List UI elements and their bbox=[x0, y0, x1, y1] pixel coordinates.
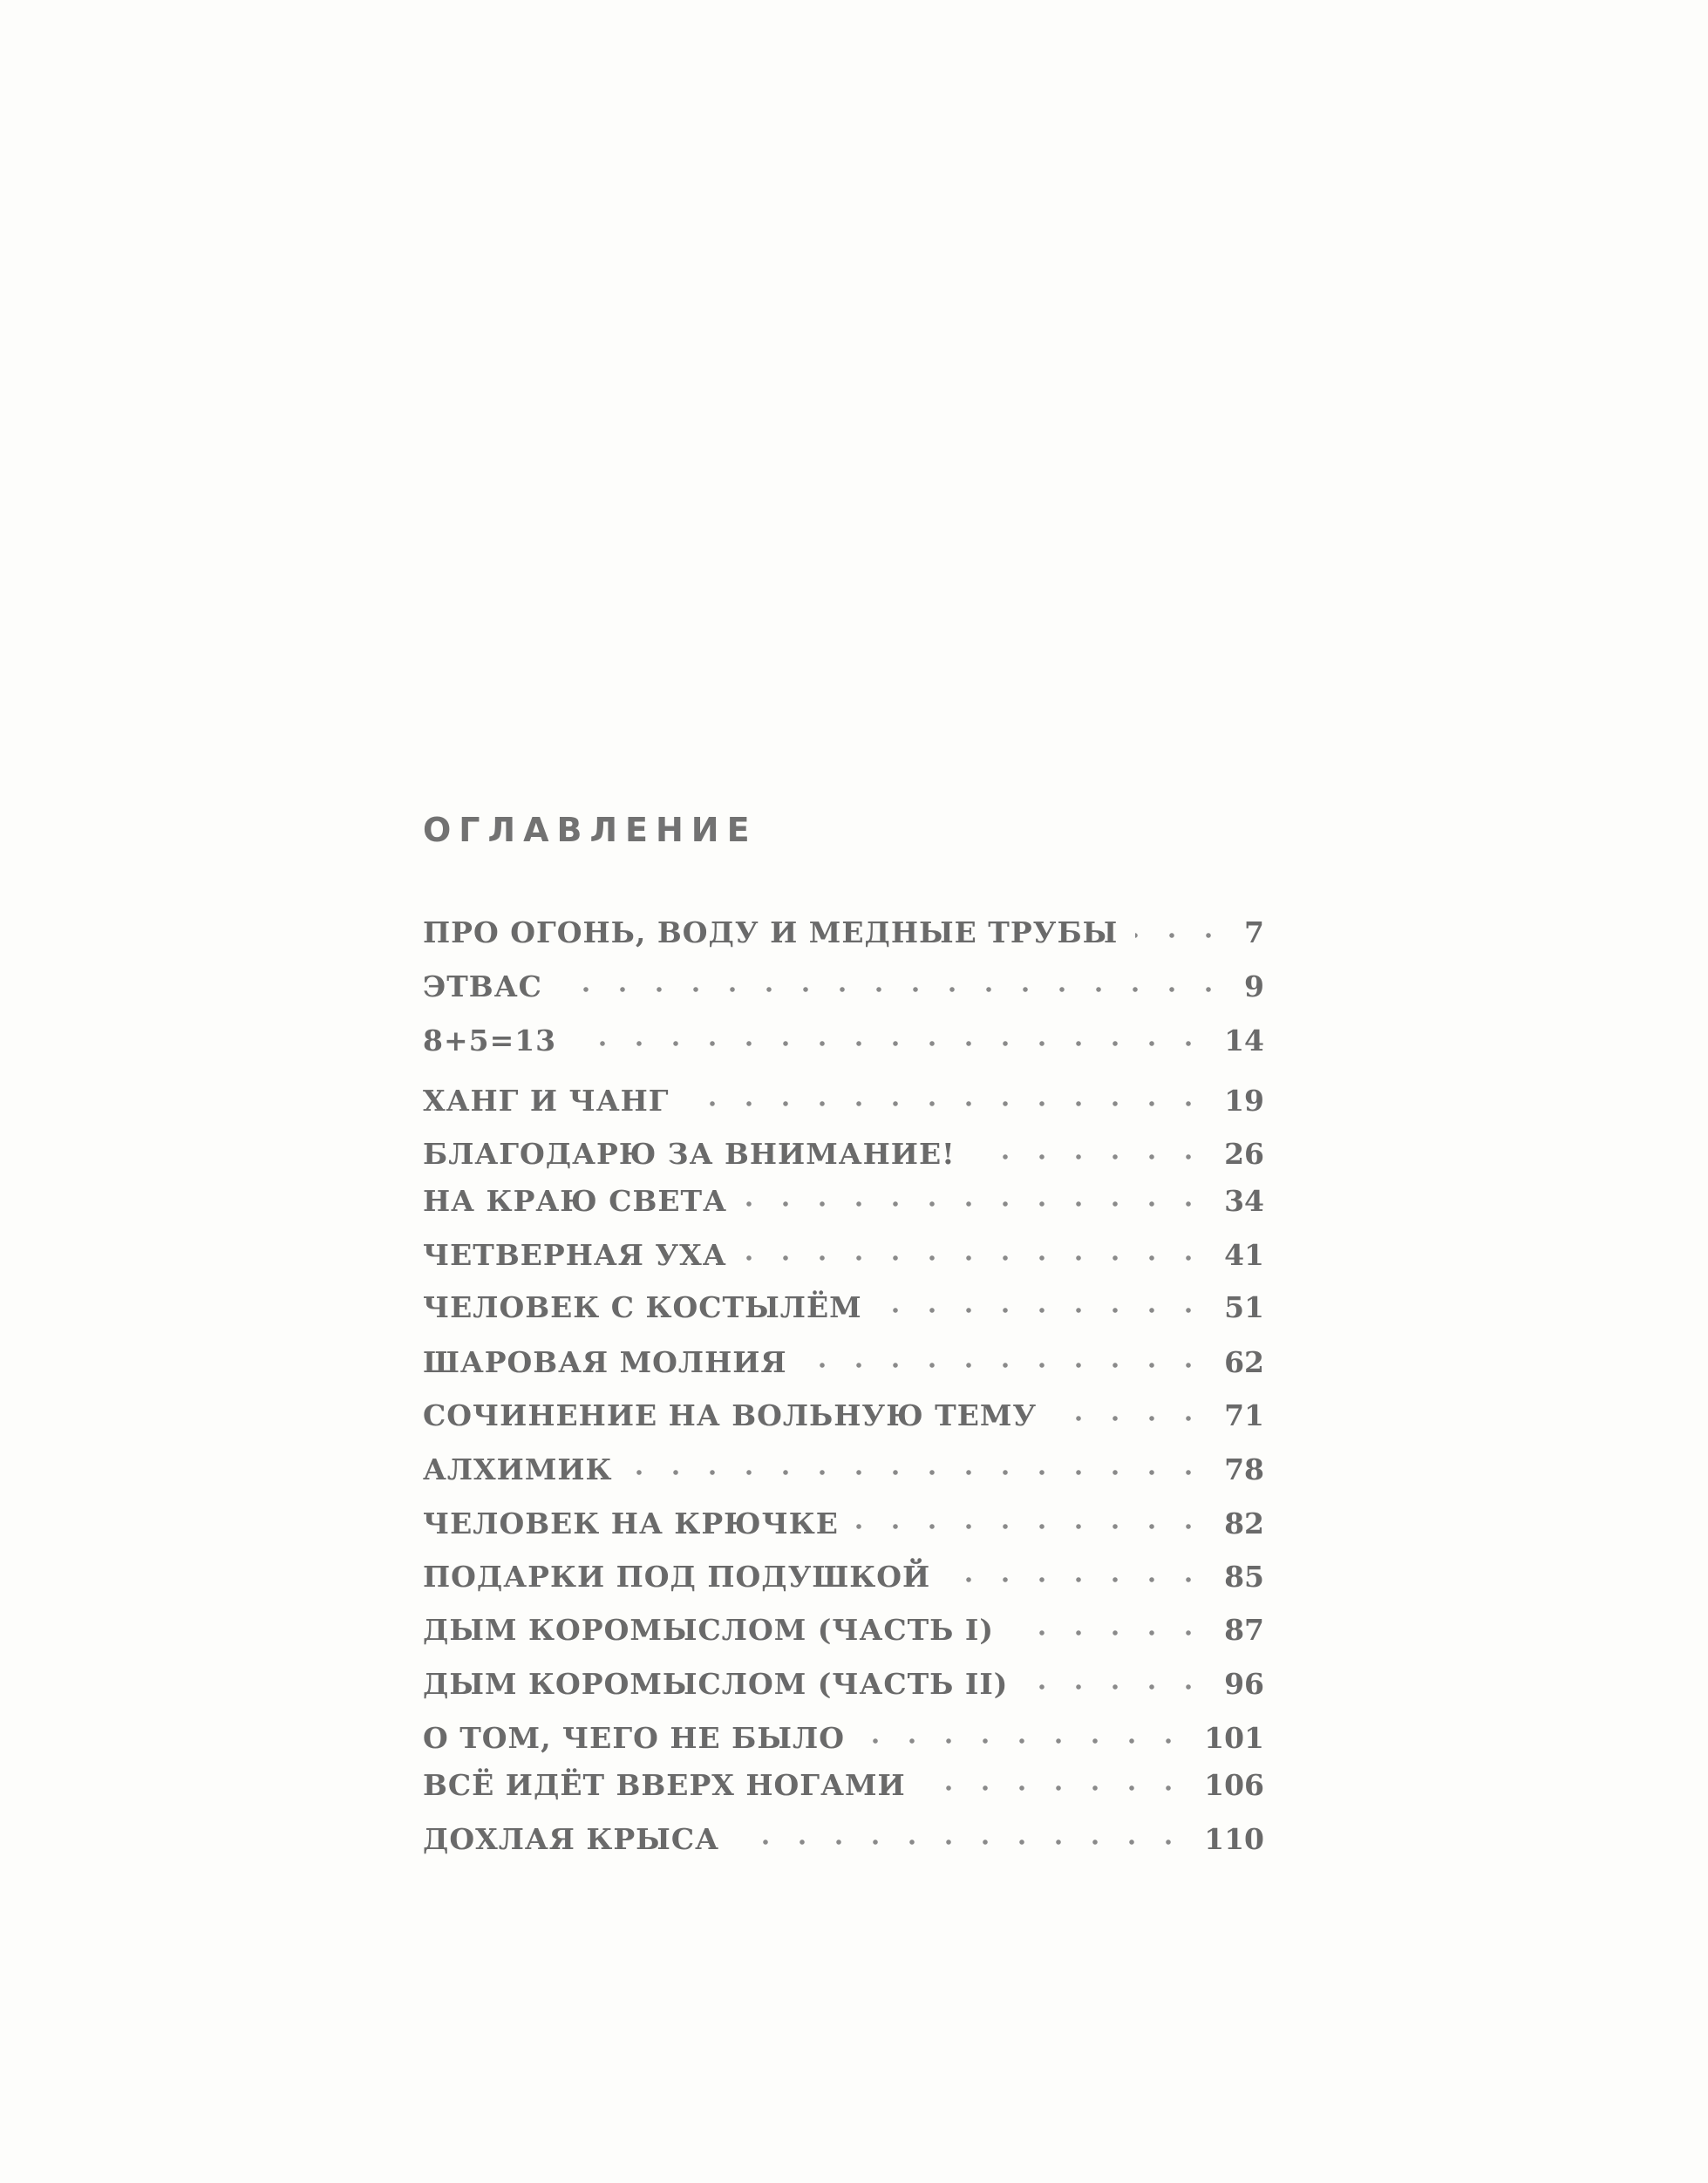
toc-entry-title: ЧЕЛОВЕК НА КРЮЧКЕ bbox=[423, 1506, 844, 1540]
toc-entry-title: СОЧИНЕНИЕ НА ВОЛЬНУЮ ТЕМУ bbox=[423, 1398, 1042, 1432]
toc-entry-title: 8+5=13 bbox=[423, 1023, 561, 1057]
toc-entry-page: 87 bbox=[1224, 1613, 1264, 1647]
dot-leader bbox=[805, 1361, 1207, 1370]
dot-leader bbox=[737, 1838, 1187, 1846]
dot-leader bbox=[1025, 1683, 1207, 1691]
toc-entry-page: 110 bbox=[1204, 1822, 1264, 1856]
toc-entry-page: 62 bbox=[1224, 1345, 1264, 1379]
toc-entry-page: 82 bbox=[1224, 1506, 1264, 1540]
toc-entry-page: 7 bbox=[1244, 915, 1264, 949]
toc-entry bbox=[423, 1452, 1264, 1496]
toc-entry-page: 101 bbox=[1204, 1721, 1264, 1755]
toc-entry-title: ЧЕТВЕРНАЯ УХА bbox=[423, 1238, 732, 1272]
toc-entry bbox=[423, 1137, 1264, 1180]
toc-entry-title: АЛХИМИК bbox=[423, 1452, 618, 1486]
toc-entry bbox=[423, 1768, 1264, 1812]
toc-entry-page: 96 bbox=[1224, 1667, 1264, 1701]
toc-entry-page: 85 bbox=[1224, 1560, 1264, 1594]
toc-entry-page: 34 bbox=[1224, 1184, 1264, 1218]
toc-entry bbox=[423, 1560, 1264, 1603]
toc-entry-title: ДОХЛАЯ КРЫСА bbox=[423, 1822, 725, 1856]
toc-entry-page: 106 bbox=[1204, 1768, 1264, 1802]
toc-entry-page: 9 bbox=[1244, 969, 1264, 1003]
toc-entry-title: ПОДАРКИ ПОД ПОДУШКОЙ bbox=[423, 1560, 936, 1594]
toc-entry-title: ХАНГ И ЧАНГ bbox=[423, 1084, 675, 1118]
toc-entry-title: ПРО ОГОНЬ, ВОДУ И МЕДНЫЕ ТРУБЫ bbox=[423, 915, 1123, 949]
dot-leader bbox=[745, 1200, 1207, 1208]
dot-leader bbox=[1054, 1414, 1207, 1423]
dot-leader bbox=[687, 1099, 1207, 1108]
toc-entry bbox=[423, 1506, 1264, 1550]
toc-entry-page: 71 bbox=[1224, 1398, 1264, 1432]
toc-entry-page: 51 bbox=[1224, 1290, 1264, 1324]
dot-leader bbox=[574, 1039, 1207, 1048]
toc-entry-title: ЭТВАС bbox=[423, 969, 548, 1003]
toc-entry bbox=[423, 1084, 1264, 1127]
dot-leader bbox=[948, 1575, 1207, 1584]
toc-entry-title: ВСЁ ИДЁТ ВВЕРХ НОГАМИ bbox=[423, 1768, 911, 1802]
toc-entry-page: 26 bbox=[1224, 1137, 1264, 1171]
toc-entry bbox=[423, 1290, 1264, 1334]
dot-leader bbox=[856, 1522, 1207, 1531]
toc-entry-title: НА КРАЮ СВЕТА bbox=[423, 1184, 732, 1218]
toc-entry bbox=[423, 915, 1264, 959]
toc-entry bbox=[423, 1238, 1264, 1282]
dot-leader bbox=[973, 1153, 1207, 1161]
toc-entry bbox=[423, 969, 1264, 1013]
toc-entry bbox=[423, 1398, 1264, 1442]
toc-entry-page: 78 bbox=[1224, 1452, 1264, 1486]
dot-leader bbox=[880, 1306, 1207, 1315]
toc-entry-title: ДЫМ КОРОМЫСЛОМ (ЧАСТЬ I) bbox=[423, 1613, 999, 1647]
dot-leader bbox=[1135, 931, 1227, 940]
toc-entry-page: 41 bbox=[1224, 1238, 1264, 1272]
toc-entry bbox=[423, 1023, 1264, 1067]
toc-entry-title: ШАРОВАЯ МОЛНИЯ bbox=[423, 1345, 793, 1379]
toc-entry bbox=[423, 1345, 1264, 1389]
dot-leader bbox=[745, 1254, 1207, 1262]
dot-leader bbox=[630, 1468, 1207, 1477]
dot-leader bbox=[923, 1784, 1187, 1792]
dot-leader bbox=[560, 985, 1227, 994]
toc-entry bbox=[423, 1613, 1264, 1656]
toc-entry-title: ДЫМ КОРОМЫСЛОМ (ЧАСТЬ II) bbox=[423, 1667, 1013, 1701]
toc-entry-title: ЧЕЛОВЕК С КОСТЫЛЁМ bbox=[423, 1290, 868, 1324]
toc-entry-page: 14 bbox=[1224, 1023, 1264, 1057]
toc-entry-title: БЛАГОДАРЮ ЗА ВНИМАНИЕ! bbox=[423, 1137, 961, 1171]
page-title: ОГЛАВЛЕНИЕ bbox=[423, 811, 758, 849]
toc-entry bbox=[423, 1184, 1264, 1228]
dot-leader bbox=[862, 1737, 1187, 1745]
toc-entry bbox=[423, 1667, 1264, 1710]
toc-entry bbox=[423, 1721, 1264, 1765]
toc-entry bbox=[423, 1822, 1264, 1866]
toc-entry-page: 19 bbox=[1224, 1084, 1264, 1118]
toc-entry-title: О ТОМ, ЧЕГО НЕ БЫЛО bbox=[423, 1721, 850, 1755]
dot-leader bbox=[1011, 1629, 1207, 1637]
